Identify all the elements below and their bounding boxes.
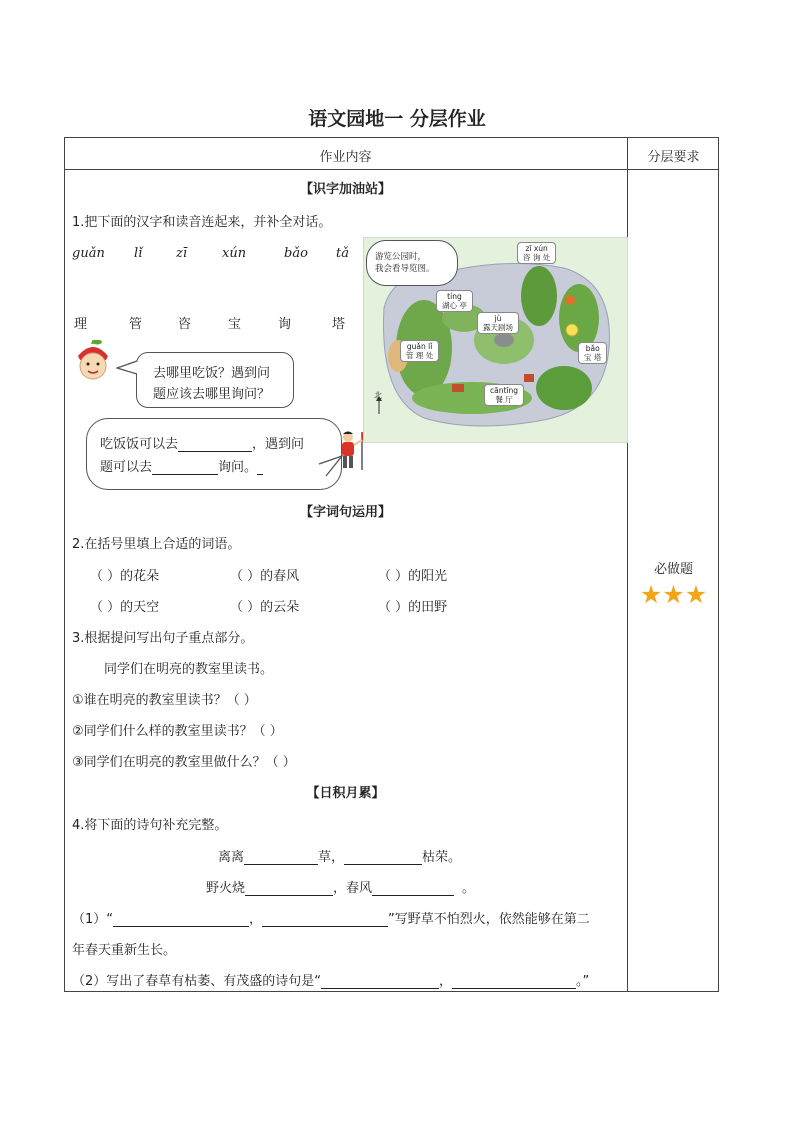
pinyin-guan: guǎn — [72, 246, 105, 261]
pinyin-xun: xún — [222, 246, 247, 261]
poem-line-1: 离离 草， 枯荣。 — [218, 850, 462, 865]
question-3-item[interactable]: ①谁在明亮的教室里读书？（ ） — [72, 693, 257, 708]
header-divider — [64, 169, 719, 170]
section-heading: 【日积月累】 — [306, 786, 385, 801]
map-label-pagoda: bǎo 宝 塔 — [578, 342, 607, 364]
pinyin-zi: zī — [176, 246, 188, 261]
speech-bubble-answer — [86, 418, 342, 490]
poem-line-2: 野火烧 ，春风 。 — [206, 881, 476, 896]
map-label-theater: jù 露天剧场 — [477, 312, 519, 334]
level-label: 必做题 — [653, 562, 693, 577]
question-4-sub1: （1）“ ， ”写野草不怕烈火，依然能够在第二 — [72, 912, 590, 927]
pinyin-li: lǐ — [134, 246, 143, 261]
poem-blank-8[interactable] — [452, 975, 576, 989]
answer-text-3: 题可以去 — [100, 460, 153, 475]
fill-blank-item[interactable]: （ ）的花朵 — [90, 569, 160, 584]
fill-blank-item[interactable]: （ ）的天空 — [90, 600, 160, 615]
bubble-tail — [116, 360, 138, 376]
question-3-prompt: 3.根据提问写出句子重点部分。 — [72, 631, 254, 646]
char-xun: 询 — [278, 317, 292, 332]
question-4-sub2: （2）写出了春草有枯萎、有茂盛的诗句是“ ， 。” — [72, 974, 590, 989]
map-label-restaurant: cāntīng 餐 厅 — [484, 384, 524, 406]
fill-blank-item[interactable]: （ ）的云朵 — [230, 600, 300, 615]
answer-blank-2[interactable] — [152, 461, 218, 475]
question-2-prompt: 2.在括号里填上合适的词语。 — [72, 537, 241, 552]
answer-blank-1[interactable] — [178, 438, 252, 452]
poem-blank-7[interactable] — [321, 975, 439, 989]
poem-blank-6[interactable] — [262, 913, 388, 927]
char-zi: 咨 — [178, 317, 192, 332]
level-column-header: 分层要求 — [647, 150, 700, 165]
section-heading: 【字词句运用】 — [299, 505, 391, 520]
park-map — [363, 237, 628, 443]
pinyin-bao: bǎo — [284, 246, 308, 261]
difficulty-stars — [628, 580, 719, 609]
map-label-consultation: zī xún 咨 询 处 — [517, 242, 556, 264]
poem-blank-5[interactable] — [113, 913, 249, 927]
map-label-management: guǎn lǐ 管 理 处 — [400, 340, 439, 362]
pinyin-ta: tǎ — [336, 246, 349, 261]
map-note-bubble: 游览公园时， 我会看导览图。 — [366, 240, 458, 286]
map-north-label: 北 — [374, 391, 382, 400]
poem-blank-2[interactable] — [344, 851, 422, 865]
answer-text-4: 询问。 — [218, 460, 258, 475]
answer-text-2: ，遇到问 — [252, 437, 305, 452]
question-4-prompt: 4.将下面的诗句补充完整。 — [72, 818, 228, 833]
answer-text-1: 吃饭饭可以去 — [100, 437, 179, 452]
char-ta: 塔 — [332, 317, 346, 332]
star-icon: ★ — [639, 580, 663, 609]
speech-bubble-question: 去哪里吃饭？遇到问 题应该去哪里询问？ — [136, 352, 294, 408]
question-3-item[interactable]: ③同学们在明亮的教室里做什么？（ ） — [72, 755, 296, 770]
question-3-sentence: 同学们在明亮的教室里读书。 — [104, 662, 274, 677]
poem-blank-1[interactable] — [244, 851, 318, 865]
fill-blank-item[interactable]: （ ）的田野 — [378, 600, 448, 615]
page-title: 语文园地一 分层作业 — [308, 108, 486, 130]
map-label-pavilion: tíng 湖心 亭 — [436, 290, 473, 312]
section-heading: 【识字加油站】 — [299, 182, 391, 197]
char-guan: 管 — [129, 317, 143, 332]
star-icon: ★ — [662, 580, 685, 609]
fill-blank-item[interactable]: （ ）的阳光 — [378, 569, 448, 584]
poem-blank-3[interactable] — [245, 882, 333, 896]
content-column-header: 作业内容 — [319, 150, 372, 165]
poem-blank-4[interactable] — [372, 882, 454, 896]
question-3-item[interactable]: ②同学们什么样的教室里读书？（ ） — [72, 724, 283, 739]
star-icon: ★ — [684, 580, 708, 609]
question-4-sub1-cont: 年春天重新生长。 — [72, 943, 177, 958]
fill-blank-item[interactable]: （ ）的春风 — [230, 569, 300, 584]
question-1-prompt: 1.把下面的汉字和读音连起来，并补全对话。 — [72, 215, 332, 230]
char-li: 理 — [74, 317, 88, 332]
char-bao: 宝 — [228, 317, 242, 332]
cartoon-boy-icon — [72, 340, 114, 382]
